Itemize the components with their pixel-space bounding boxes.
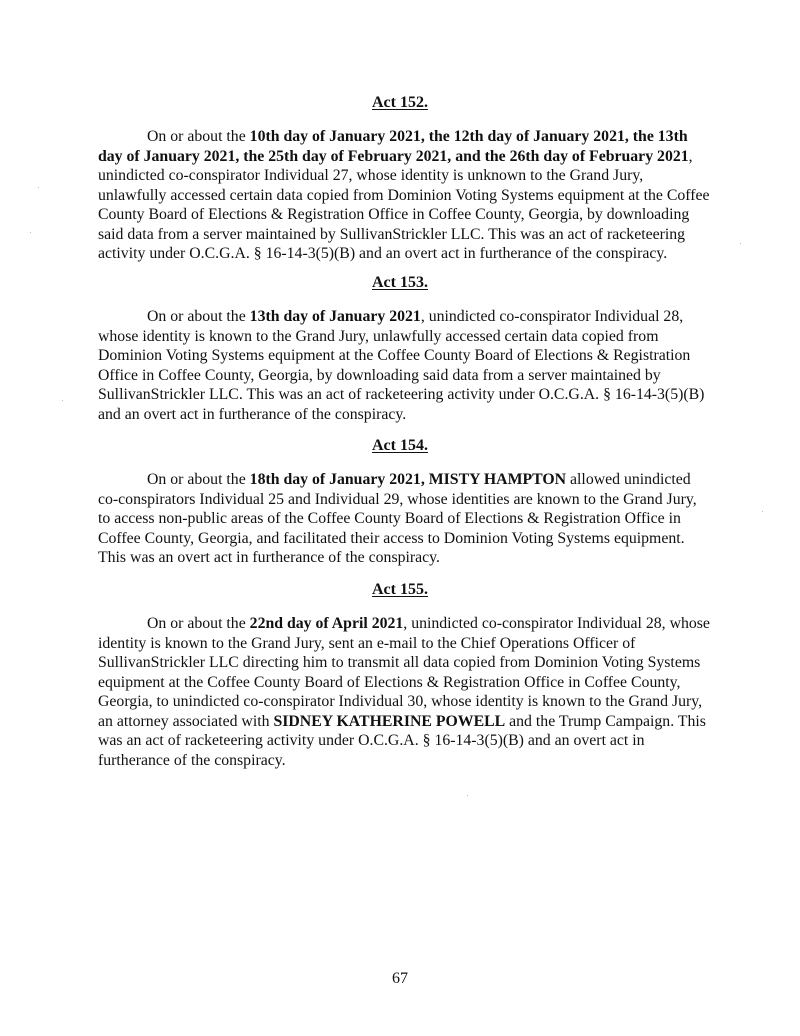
act-152-heading: Act 152. — [372, 94, 428, 111]
act-155-heading: Act 155. — [372, 581, 428, 598]
act-152-text-1: On or about the — [147, 128, 250, 145]
act-154-heading: Act 154. — [372, 437, 428, 454]
page-number: 67 — [392, 970, 408, 987]
act-154-text-2: allowed unindicted co-conspirators Individual 25 and Individual 29, whose identities are known to the Grand Jury, to access non-public areas of the Coffee County Board of Elections & Registration Office in Coffee County, Georgia, and facilitated their access to Dominion Voting Systems equipment. This was an overt act in furtherance of the conspiracy. — [98, 471, 697, 566]
act-153-paragraph — [98, 307, 710, 424]
act-155-name: SIDNEY KATHERINE POWELL — [273, 712, 506, 730]
act-153-text-1: On or about the — [147, 308, 250, 325]
act-152-text-2: , unindicted co-conspirator Individual 27, whose identity is unknown to the Grand Jury, unlawfully accessed certain data copied from Dominion Voting Systems equipment at the Coffee County Board of Elections & Registration Office in Coffee County, Georgia, by downloading said data from a server maintained by SullivanStrickler LLC. This was an act of racketeering activity under O.C.G.A. § 16-14-3(5)(B) and an overt act in furtherance of the conspiracy. — [98, 147, 710, 262]
act-155-paragraph — [98, 614, 710, 770]
act-152-paragraph — [98, 127, 710, 264]
scan-speck — [467, 795, 468, 796]
scan-speck — [38, 187, 39, 188]
act-153-heading: Act 153. — [372, 274, 428, 291]
scan-speck — [30, 232, 31, 233]
act-155-text-2: , unindicted co-conspirator Individual 28, whose identity is known to the Grand Jury, sent an e-mail to the Chief Operations Officer of SullivanStrickler LLC directing him to transmit all data copied from Dominion Voting Systems equipment at the Coffee County Board of Elections & Registration Office in Coffee County, Georgia, to unindicted co-conspirator Individual 30, whose identity is known to the Grand Jury, an attorney associated with — [98, 615, 710, 730]
act-155-date: 22nd day of April 2021 — [249, 615, 404, 632]
act-155-text-3: and the Trump Campaign. This was an act of racketeering activity under O.C.G.A. § 16-14-3(5)(B) and an overt act in furtherance of the conspiracy. — [98, 712, 706, 769]
act-155-text-1: On or about the — [147, 615, 250, 632]
scan-speck — [62, 400, 63, 401]
act-153-date: 13th day of January 2021 — [249, 308, 421, 325]
act-152-dates: 10th day of January 2021, the 12th day of January 2021, the 13th day of January 2021, the 25th day of February 2021, and the 26th day of February 2021 — [98, 128, 689, 165]
act-153-text-2: , unindicted co-conspirator Individual 28, whose identity is known to the Grand Jury, unlawfully accessed certain data copied from Dominion Voting Systems equipment at the Coffee County Board of Elections & Registration Office in Coffee County, Georgia, by downloading said data from a server maintained by SullivanStrickler LLC. This was an act of racketeering activity under O.C.G.A. § 16-14-3(5)(B) and an overt act in furtherance of the conspiracy. — [98, 308, 705, 423]
scan-speck — [762, 511, 763, 512]
act-154-paragraph — [98, 470, 710, 568]
act-154-text-1: On or about the — [147, 471, 250, 488]
scan-speck — [740, 243, 741, 244]
act-154-date-and-name: 18th day of January 2021, MISTY HAMPTON — [249, 471, 567, 488]
